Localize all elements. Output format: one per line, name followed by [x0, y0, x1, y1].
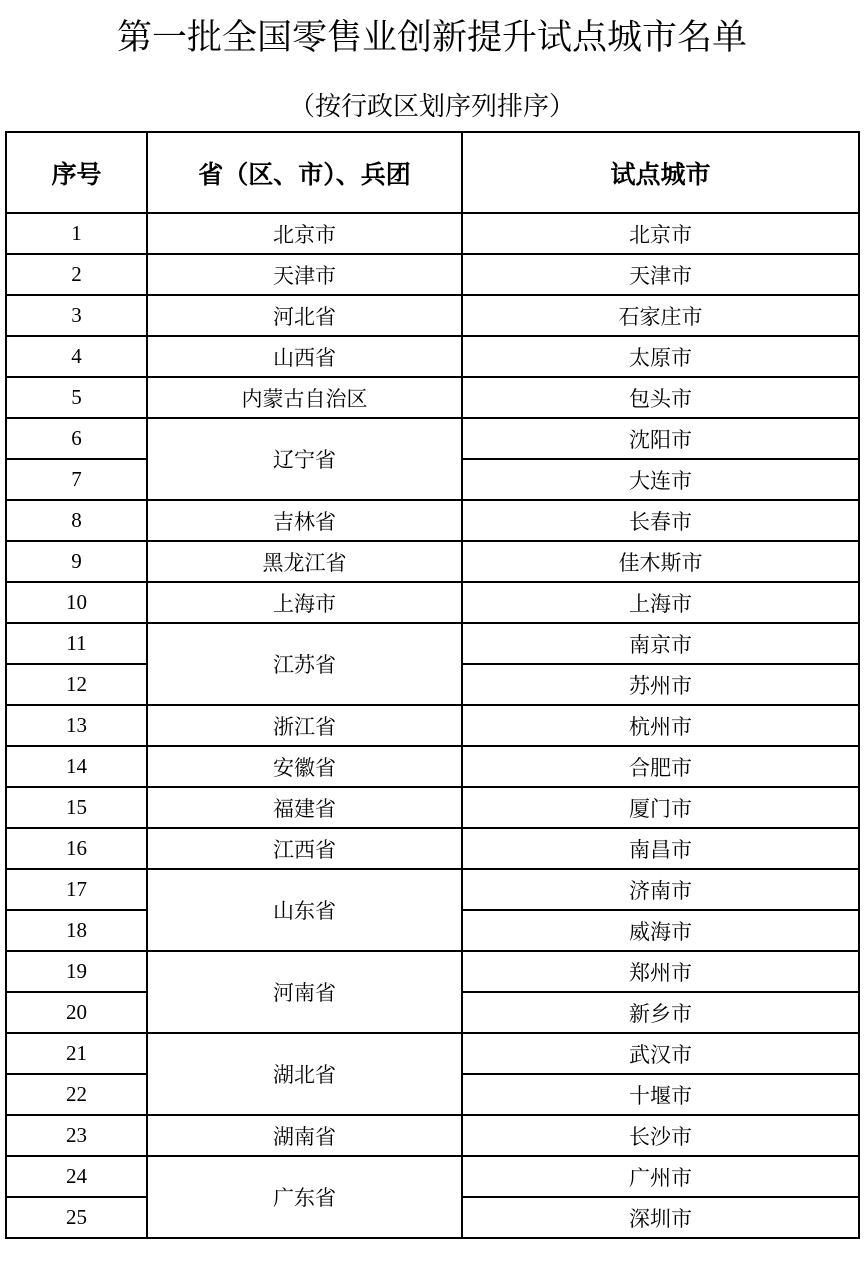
province-cell: 北京市 [147, 213, 462, 254]
row-index: 3 [6, 295, 147, 336]
city-cell: 十堰市 [462, 1074, 859, 1115]
city-cell: 佳木斯市 [462, 541, 859, 582]
row-index: 6 [6, 418, 147, 459]
province-cell: 黑龙江省 [147, 541, 462, 582]
table-row [6, 623, 859, 664]
province-cell: 山西省 [147, 336, 462, 377]
document-title: 第一批全国零售业创新提升试点城市名单 [116, 18, 747, 58]
table-row [6, 377, 859, 418]
province-cell: 吉林省 [147, 500, 462, 541]
city-cell: 南昌市 [462, 828, 859, 869]
table-row [6, 295, 859, 336]
province-cell: 辽宁省 [147, 418, 462, 500]
table-row [6, 213, 859, 254]
city-cell: 苏州市 [462, 664, 859, 705]
table-body [6, 213, 859, 1238]
province-cell: 湖南省 [147, 1115, 462, 1156]
row-index: 12 [6, 664, 147, 705]
row-index: 9 [6, 541, 147, 582]
city-cell: 长沙市 [462, 1115, 859, 1156]
province-cell: 广东省 [147, 1156, 462, 1238]
row-index: 25 [6, 1197, 147, 1238]
city-cell: 太原市 [462, 336, 859, 377]
row-index: 16 [6, 828, 147, 869]
city-cell: 广州市 [462, 1156, 859, 1197]
province-cell: 江西省 [147, 828, 462, 869]
row-index: 13 [6, 705, 147, 746]
table-row [6, 582, 859, 623]
city-cell: 长春市 [462, 500, 859, 541]
row-index: 4 [6, 336, 147, 377]
province-cell: 内蒙古自治区 [147, 377, 462, 418]
row-index: 7 [6, 459, 147, 500]
row-index: 2 [6, 254, 147, 295]
city-cell: 济南市 [462, 869, 859, 910]
table-row [6, 746, 859, 787]
city-cell: 合肥市 [462, 746, 859, 787]
province-cell: 上海市 [147, 582, 462, 623]
row-index: 11 [6, 623, 147, 664]
province-cell: 江苏省 [147, 623, 462, 705]
row-index: 24 [6, 1156, 147, 1197]
table-row [6, 336, 859, 377]
table-row [6, 705, 859, 746]
table-row [6, 1115, 859, 1156]
province-cell: 山东省 [147, 869, 462, 951]
province-cell: 天津市 [147, 254, 462, 295]
table-row [6, 418, 859, 459]
table-row [6, 828, 859, 869]
row-index: 20 [6, 992, 147, 1033]
pilot-city-table [5, 131, 860, 1239]
city-cell: 新乡市 [462, 992, 859, 1033]
row-index: 8 [6, 500, 147, 541]
province-cell: 河北省 [147, 295, 462, 336]
city-cell: 上海市 [462, 582, 859, 623]
city-cell: 威海市 [462, 910, 859, 951]
city-cell: 石家庄市 [462, 295, 859, 336]
header-city: 试点城市 [462, 132, 859, 213]
row-index: 22 [6, 1074, 147, 1115]
city-cell: 杭州市 [462, 705, 859, 746]
province-cell: 湖北省 [147, 1033, 462, 1115]
table-row [6, 951, 859, 992]
city-cell: 包头市 [462, 377, 859, 418]
city-cell: 南京市 [462, 623, 859, 664]
table-row [6, 541, 859, 582]
city-cell: 天津市 [462, 254, 859, 295]
header-province: 省（区、市）、兵团 [147, 132, 462, 213]
city-cell: 北京市 [462, 213, 859, 254]
city-cell: 深圳市 [462, 1197, 859, 1238]
table-header-row [6, 132, 859, 213]
city-cell: 武汉市 [462, 1033, 859, 1074]
row-index: 15 [6, 787, 147, 828]
table-row [6, 254, 859, 295]
row-index: 14 [6, 746, 147, 787]
table-row [6, 787, 859, 828]
table-row [6, 500, 859, 541]
row-index: 21 [6, 1033, 147, 1074]
table-row [6, 1156, 859, 1197]
row-index: 5 [6, 377, 147, 418]
table-row [6, 869, 859, 910]
row-index: 19 [6, 951, 147, 992]
table-row [6, 1033, 859, 1074]
row-index: 17 [6, 869, 147, 910]
province-cell: 河南省 [147, 951, 462, 1033]
city-cell: 大连市 [462, 459, 859, 500]
row-index: 18 [6, 910, 147, 951]
province-cell: 福建省 [147, 787, 462, 828]
document-subtitle: （按行政区划序列排序） [288, 92, 575, 122]
city-cell: 厦门市 [462, 787, 859, 828]
row-index: 23 [6, 1115, 147, 1156]
city-cell: 沈阳市 [462, 418, 859, 459]
city-cell: 郑州市 [462, 951, 859, 992]
row-index: 1 [6, 213, 147, 254]
province-cell: 浙江省 [147, 705, 462, 746]
province-cell: 安徽省 [147, 746, 462, 787]
header-index: 序号 [6, 132, 147, 213]
row-index: 10 [6, 582, 147, 623]
